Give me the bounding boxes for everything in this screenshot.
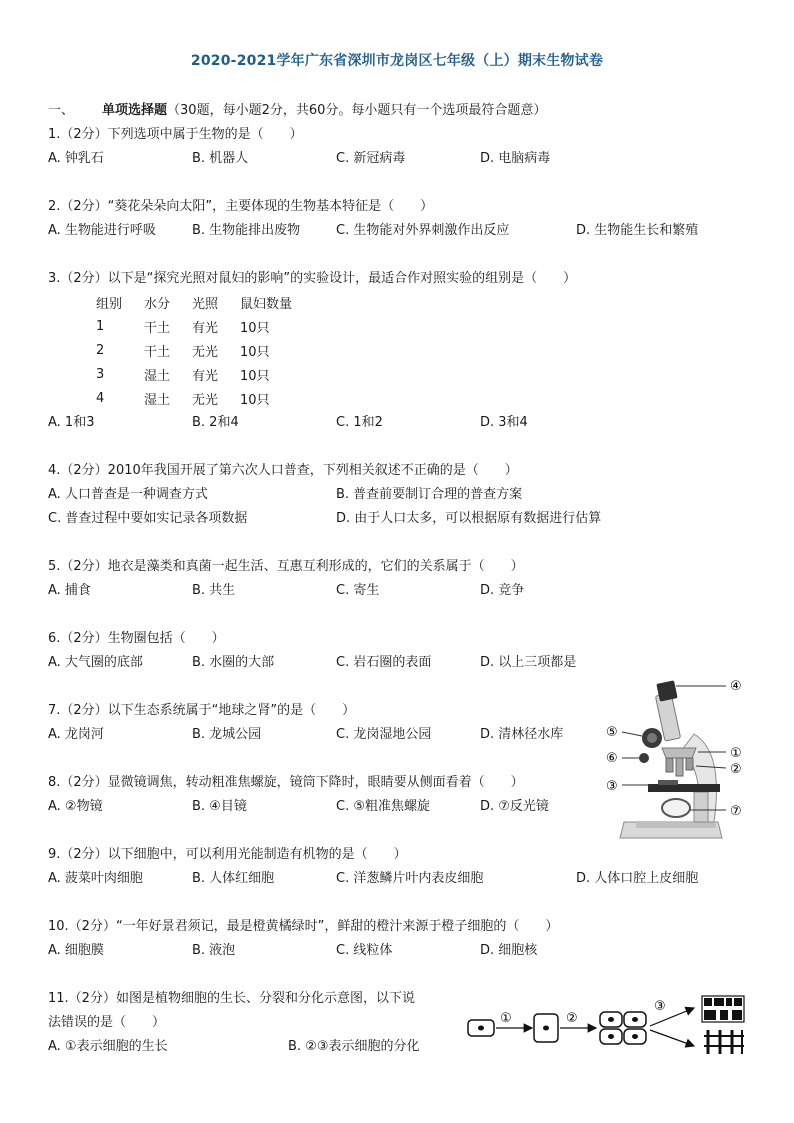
q6-option-c: C. 岩石圈的表面: [336, 655, 432, 670]
q7-stem: 7.（2分）以下生态系统属于“地球之肾”的是（ ）: [48, 703, 356, 718]
table-cell: 4: [96, 390, 105, 406]
table-cell: 1: [96, 318, 105, 334]
q3-option-a: A. 1和3: [48, 415, 95, 430]
q3-option-d: D. 3和4: [480, 415, 528, 430]
table-cell: 湿土: [144, 368, 171, 384]
q10-option-b: B. 液泡: [192, 943, 236, 958]
q8-option-a: A. ②物镜: [48, 799, 103, 814]
table-cell: 湿土: [144, 392, 171, 408]
q4-stem: 4.（2分）2010年我国开展了第六次人口普查，下列相关叙述不正确的是（ ）: [48, 463, 518, 478]
label-7: ⑦: [730, 804, 742, 819]
q2-stem: 2.（2分）“葵花朵朵向太阳”，主要体现的生物基本特征是（ ）: [48, 199, 434, 214]
q7-option-b: B. 龙城公园: [192, 727, 262, 742]
table-cell: 有光: [192, 320, 219, 336]
table-row: [96, 314, 312, 338]
q7-option-a: A. 龙岗河: [48, 727, 104, 742]
arrow-label-2: ②: [566, 1011, 578, 1026]
q4-option-a: A. 人口普查是一种调查方式: [48, 487, 208, 502]
q11-option-a: A. ①表示细胞的生长: [48, 1039, 168, 1054]
table-row: [96, 386, 312, 410]
q5-option-c: C. 寄生: [336, 583, 380, 598]
q3-stem: 3.（2分）以下是“探究光照对鼠妇的影响”的实验设计，最适合作对照实验的组别是（ ）: [48, 271, 577, 286]
q1-option-b: B. 机器人: [192, 151, 249, 166]
q8-option-b: B. ④目镜: [192, 799, 247, 814]
table-cell: 无光: [192, 344, 219, 360]
table-header-row: [96, 290, 312, 314]
q2-option-d: D. 生物能生长和繁殖: [576, 223, 699, 238]
q4-option-c: C. 普查过程中要如实记录各项数据: [48, 511, 248, 526]
q9-option-d: D. 人体口腔上皮细胞: [576, 871, 699, 886]
table-cell: 10只: [240, 368, 270, 384]
q5-option-d: D. 竞争: [480, 583, 525, 598]
section-name: 单项选择题: [102, 103, 168, 118]
table-header-cell: 鼠妇数量: [240, 296, 293, 312]
arrow-label-3: ③: [654, 999, 666, 1014]
cell-division-diagram: [464, 994, 754, 1058]
q3-option-b: B. 2和4: [192, 415, 239, 430]
arrow-label-1: ①: [500, 1011, 512, 1026]
q2-option-b: B. 生物能排出废物: [192, 223, 301, 238]
q3-option-c: C. 1和2: [336, 415, 383, 430]
label-3: ③: [606, 779, 618, 794]
table-row: [96, 362, 312, 386]
table-cell: 10只: [240, 344, 270, 360]
q6-option-a: A. 大气圈的底部: [48, 655, 143, 670]
section-heading: [48, 102, 546, 119]
q10-stem: 10.（2分）“一年好景君须记，最是橙黄橘绿时”，鲜甜的橙汁来源于橙子细胞的（ ）: [48, 919, 559, 934]
q9-stem: 9.（2分）以下细胞中，可以利用光能制造有机物的是（ ）: [48, 847, 407, 862]
table-cell: 无光: [192, 392, 219, 408]
q11-option-b: B. ②③表示细胞的分化: [288, 1039, 420, 1054]
q6-option-b: B. 水圈的大部: [192, 655, 275, 670]
q1-option-c: C. 新冠病毒: [336, 151, 406, 166]
q8-option-d: D. ⑦反光镜: [480, 799, 549, 814]
q5-option-b: B. 共生: [192, 583, 236, 598]
table-header-cell: 组别: [96, 296, 123, 312]
q4-option-b: B. 普查前要制订合理的普查方案: [336, 487, 523, 502]
q11-stem-line1: 11.（2分）如图是植物细胞的生长、分裂和分化示意图，以下说: [48, 991, 415, 1006]
q1-option-d: D. 电脑病毒: [480, 151, 551, 166]
q8-stem: 8.（2分）显微镜调焦，转动粗准焦螺旋，镜筒下降时，眼睛要从侧面看着（ ）: [48, 775, 524, 790]
q10-option-d: D. 细胞核: [480, 943, 538, 958]
q5-stem: 5.（2分）地衣是藻类和真菌一起生活、互惠互利形成的，它们的关系属于（ ）: [48, 559, 524, 574]
q7-option-c: C. 龙岗湿地公园: [336, 727, 432, 742]
q9-option-c: C. 洋葱鳞片叶内表皮细胞: [336, 871, 484, 886]
q7-option-d: D. 清林径水库: [480, 727, 564, 742]
table-cell: 干土: [144, 320, 171, 336]
label-5: ⑤: [606, 725, 618, 740]
section-desc: （30题，每小题2分，共60分。每小题只有一个选项最符合题意）: [167, 103, 547, 118]
table-cell: 10只: [240, 320, 270, 336]
label-2: ②: [730, 762, 742, 777]
label-1: ①: [730, 746, 742, 761]
q11-stem-line2: 法错误的是（ ）: [48, 1015, 166, 1030]
q5-option-a: A. 捕食: [48, 583, 91, 598]
microscope-figure: [596, 672, 756, 848]
table-row: [96, 338, 312, 362]
page-title: 2020-2021学年广东省深圳市龙岗区七年级（上）期末生物试卷: [190, 53, 604, 69]
q10-option-a: A. 细胞膜: [48, 943, 104, 958]
label-4: ④: [730, 679, 742, 694]
q1-option-a: A. 钟乳石: [48, 151, 104, 166]
table-cell: 10只: [240, 392, 270, 408]
table-cell: 2: [96, 342, 105, 358]
q6-option-d: D. 以上三项都是: [480, 655, 577, 670]
table-cell: 3: [96, 366, 105, 382]
q8-option-c: C. ⑤粗准焦螺旋: [336, 799, 430, 814]
q10-option-c: C. 线粒体: [336, 943, 393, 958]
table-cell: 有光: [192, 368, 219, 384]
q6-stem: 6.（2分）生物圈包括（ ）: [48, 631, 225, 646]
q4-option-d: D. 由于人口太多，可以根据原有数据进行估算: [336, 511, 602, 526]
table-cell: 干土: [144, 344, 171, 360]
q9-option-a: A. 菠菜叶肉细胞: [48, 871, 143, 886]
q2-option-c: C. 生物能对外界刺激作出反应: [336, 223, 510, 238]
q9-option-b: B. 人体红细胞: [192, 871, 275, 886]
label-6: ⑥: [606, 751, 618, 766]
section-number: 一、: [48, 103, 75, 118]
q3-data-table: [96, 290, 312, 410]
table-header-cell: 水分: [144, 296, 171, 312]
q1-stem: 1.（2分）下列选项中属于生物的是（ ）: [48, 127, 303, 142]
q2-option-a: A. 生物能进行呼吸: [48, 223, 156, 238]
table-header-cell: 光照: [192, 296, 219, 312]
